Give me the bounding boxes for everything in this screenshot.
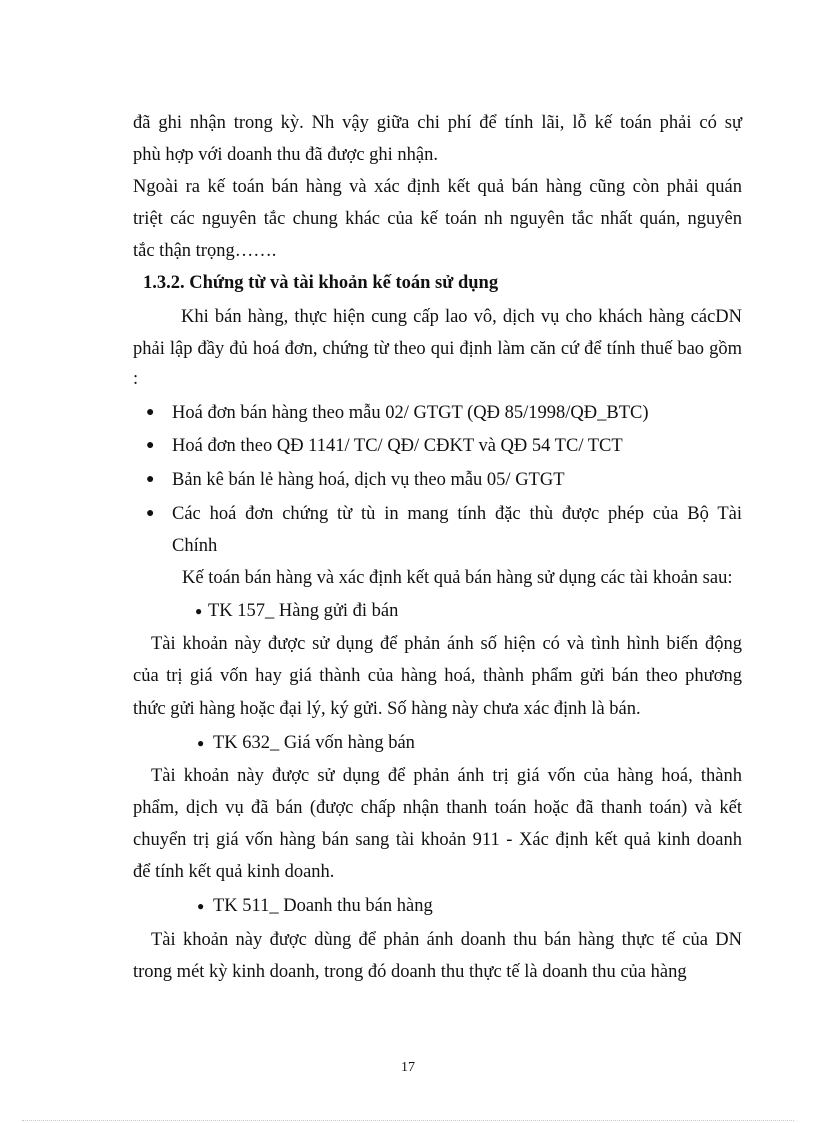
paragraph-line: tắc thận trọng…….	[133, 241, 277, 261]
bullet-icon: ●	[195, 604, 203, 618]
account-description-line: của trị giá vốn hay giá thành của hàng hoá, thành phẩm gửi bán theo phương	[133, 666, 742, 686]
account-description-line: Tài khoản này được sử dụng để phản ánh số hiện có và tình hình biến động	[151, 634, 742, 654]
bullet-icon: ●	[197, 899, 205, 913]
accounts-intro: Kế toán bán hàng và xác định kết quả bán hàng sử dụng các tài khoản sau:	[182, 568, 733, 588]
list-item: Hoá đơn theo QĐ 1141/ TC/ QĐ/ CĐKT và QĐ 54 TC/ TCT	[172, 436, 623, 456]
intro-line: :	[133, 369, 139, 389]
account-description-line: phẩm, dịch vụ đã bán (được chấp nhận thanh toán hoặc đã thanh toán) và kết	[133, 798, 742, 818]
list-item: Bản kê bán lẻ hàng hoá, dịch vụ theo mẫu 05/ GTGT	[172, 470, 565, 490]
bullet-icon: ●	[146, 438, 155, 453]
paragraph-line: triệt các nguyên tắc chung khác của kế toán nh nguyên tắc nhất quán, nguyên	[133, 209, 742, 229]
intro-line: Khi bán hàng, thực hiện cung cấp lao vô, dịch vụ cho khách hàng cácDN	[181, 307, 742, 327]
account-description-line: thức gửi hàng hoặc đại lý, ký gửi. Số hàng này chưa xác định là bán.	[133, 699, 641, 719]
section-heading: 1.3.2. Chứng từ và tài khoản kế toán sử dụng	[143, 273, 499, 293]
paragraph-line: phù hợp với doanh thu đã được ghi nhận.	[133, 145, 439, 165]
list-item: Các hoá đơn chứng từ tù in mang tính đặc thù được phép của Bộ Tài	[172, 504, 742, 524]
list-item: Hoá đơn bán hàng theo mẫu 02/ GTGT (QĐ 85/1998/QĐ_BTC)	[172, 403, 649, 423]
account-description-line: Tài khoản này được sử dụng để phản ánh trị giá vốn của hàng hoá, thành	[151, 766, 742, 786]
paragraph-line: Ngoài ra kế toán bán hàng và xác định kết quả bán hàng cũng còn phải quán	[133, 177, 742, 197]
bullet-icon: ●	[146, 472, 155, 487]
account-title: TK 632_ Giá vốn hàng bán	[213, 733, 415, 753]
account-description-line: Tài khoản này được dùng để phản ánh doanh thu bán hàng thực tế của DN	[151, 930, 742, 950]
account-description-line: chuyển trị giá vốn hàng bán sang tài khoản 911 - Xác định kết quả kinh doanh	[133, 830, 742, 850]
paragraph-line: đã ghi nhận trong kỳ. Nh vậy giữa chi phí để tính lãi, lỗ kế toán phải có sự	[133, 113, 742, 133]
account-description-line: để tính kết quả kinh doanh.	[133, 862, 335, 882]
bullet-icon: ●	[146, 405, 155, 420]
bullet-icon: ●	[197, 736, 205, 750]
intro-line: phải lập đầy đủ hoá đơn, chứng từ theo qui định làm căn cứ để tính thuế bao gồm	[133, 339, 742, 359]
list-item-continuation: Chính	[172, 536, 218, 556]
account-title: TK 157_ Hàng gửi đi bán	[208, 601, 399, 621]
footer-divider	[22, 1120, 794, 1121]
account-title: TK 511_ Doanh thu bán hàng	[213, 896, 433, 916]
page-number: 17	[401, 1060, 415, 1075]
account-description-line: trong mét kỳ kinh doanh, trong đó doanh thu thực tế là doanh thu của hàng	[133, 962, 687, 982]
bullet-icon: ●	[146, 506, 155, 521]
